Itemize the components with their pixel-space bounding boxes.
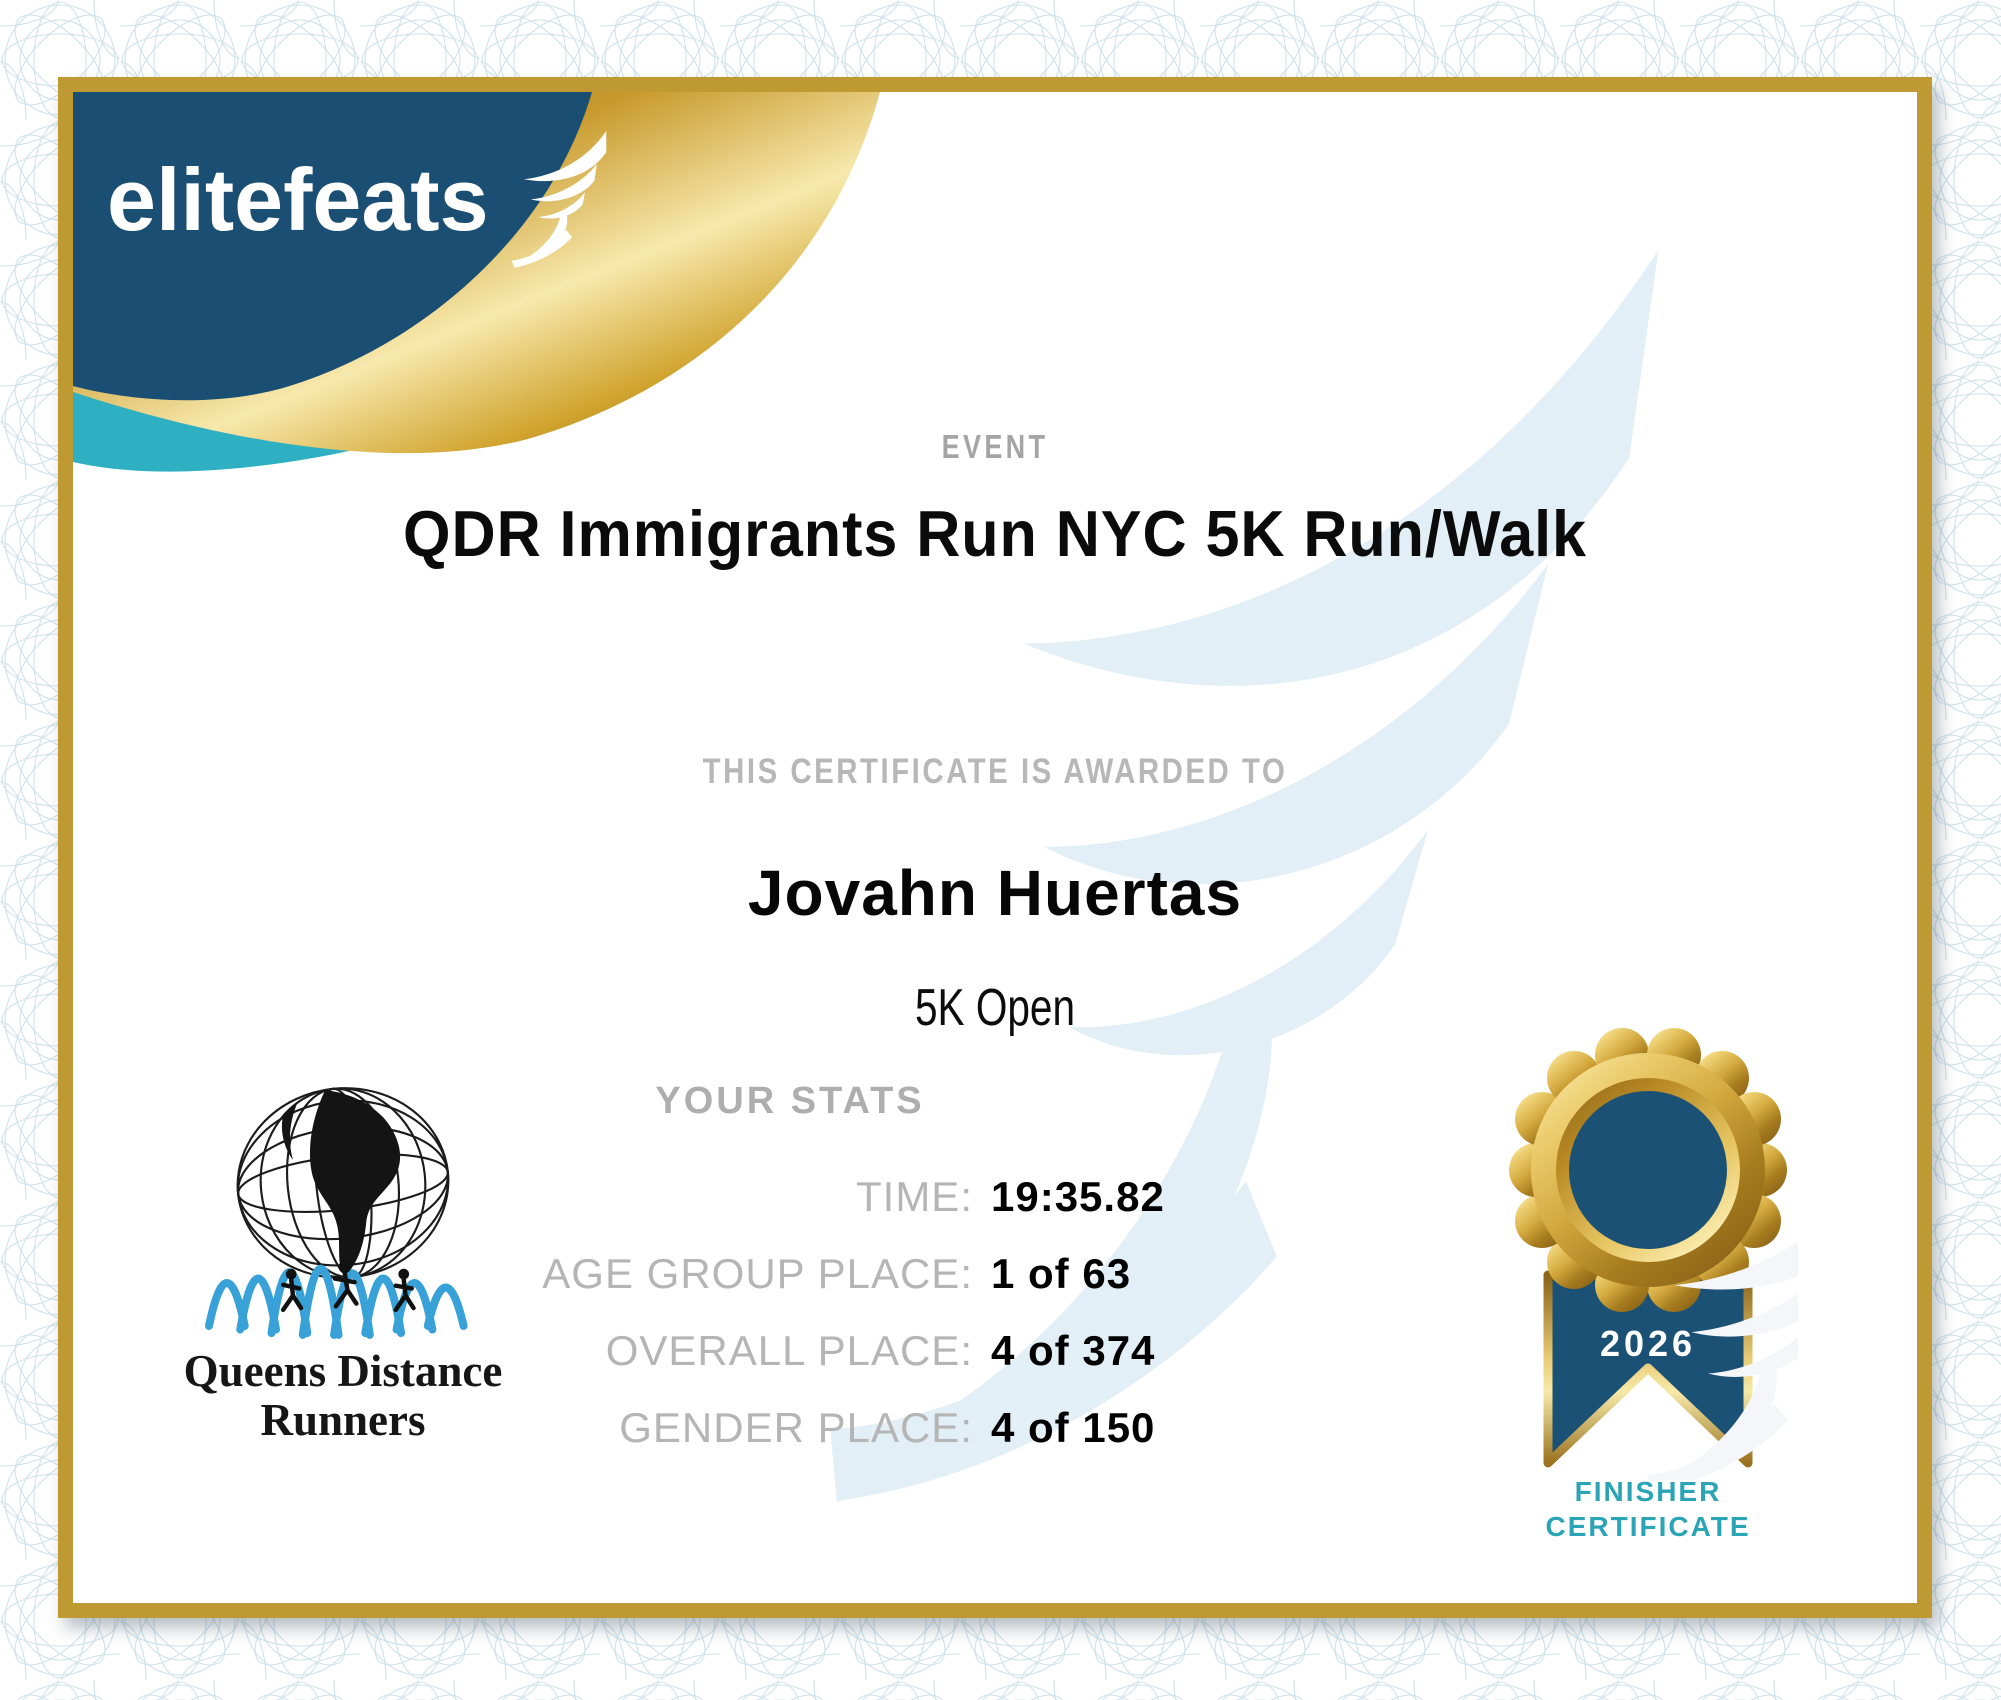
globe-landmass (282, 1090, 400, 1276)
finisher-caption-line2: CERTIFICATE (1545, 1511, 1751, 1542)
finisher-caption-line1: FINISHER (1574, 1476, 1722, 1507)
awarded-to-label: THIS CERTIFICATE IS AWARDED TO (702, 752, 1288, 791)
your-stats-heading: YOUR STATS (655, 1080, 925, 1122)
elitefeats-logo (107, 128, 611, 272)
medal-rosette-ribbon (1498, 1020, 1798, 1480)
badge-ribbon (1548, 1275, 1748, 1463)
stat-value: 4 of 374 (991, 1326, 1156, 1374)
stat-label: OVERALL PLACE: (605, 1326, 973, 1374)
rosette-navy-center (1569, 1091, 1727, 1249)
winged-foot-icon (493, 122, 611, 272)
stat-label: GENDER PLACE: (619, 1403, 973, 1451)
event-label: EVENT (941, 428, 1049, 465)
qdr-logo-text-line2: Runners (260, 1395, 426, 1445)
qdr-logo-text-line1: Queens Distance (183, 1346, 503, 1396)
badge-year: 2026 (1599, 1323, 1697, 1364)
finisher-badge (1498, 1020, 1798, 1620)
certificate-card (58, 77, 1932, 1618)
elitefeats-wordmark: elitefeats (107, 150, 489, 249)
recipient-name: Jovahn Huertas (747, 857, 1243, 929)
qdr-globe-fountain-art (173, 1074, 513, 1342)
race-division: 5K Open (914, 979, 1076, 1037)
stat-label: TIME: (856, 1172, 973, 1220)
stat-label: AGE GROUP PLACE: (542, 1249, 973, 1297)
stat-value: 19:35.82 (991, 1172, 1165, 1220)
queens-distance-runners-logo (133, 1074, 553, 1445)
stat-value: 1 of 63 (991, 1249, 1132, 1297)
stat-value: 4 of 150 (991, 1403, 1156, 1451)
event-name: QDR Immigrants Run NYC 5K Run/Walk (403, 497, 1587, 570)
